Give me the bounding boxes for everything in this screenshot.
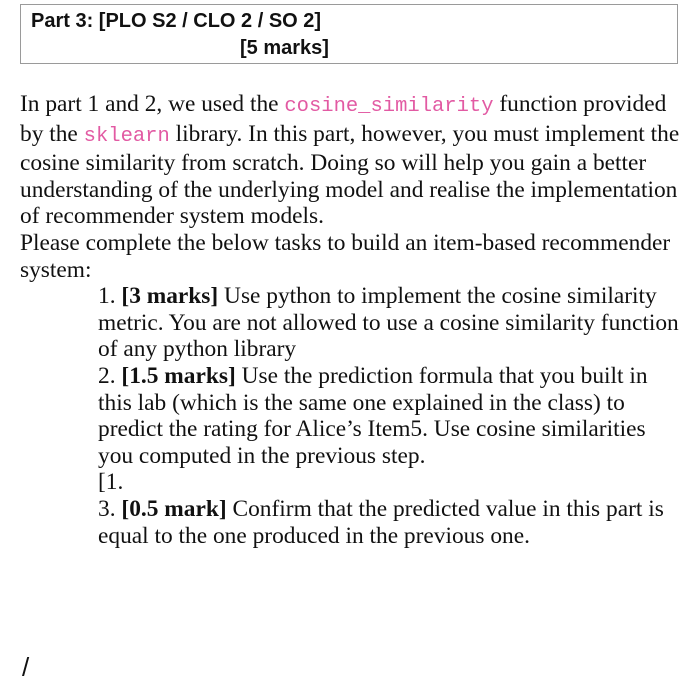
instructions-paragraph: Please complete the below tasks to build an item-based recommender system: [20,229,671,283]
task-marks: [0.5 mark] [121,495,227,522]
task-number: 1. [98,283,116,310]
task-marks: [3 marks] [121,283,219,310]
task-text: Use the prediction formula that you built in this lab (which is the same one explained in the class) to predict the rating for Alice’s Item5. Use cosine similarities you computed in the previous step. [98,362,648,469]
task-text: Confirm that the predicted value in this part is equal to the one produced in the previous one. [98,495,664,549]
part-marks: [5 marks] [240,37,329,59]
task-item-1 [98,283,685,363]
intro-text-1: In part 1 and 2, we used the [20,91,285,117]
task-item-2 [98,363,685,496]
intro-text-3: library. In this part, however, you must implement the cosine similarity from scratch. Doing so will help you gain a better understanding of the underlying model and realise the implementation of recommender system models. [20,120,680,230]
task-number: 3. [98,495,116,522]
task-item-3 [98,496,685,549]
question-body [20,91,685,549]
code-cosine-similarity: cosine_similarity [284,95,494,118]
task-text: Use python to implement the cosine similarity metric. You are not allowed to use a cosine similarity function of any python library [98,283,679,363]
task-number: 2. [98,362,116,389]
intro-text-2: function provided by the [20,91,667,147]
part-title: Part 3: [PLO S2 / CLO 2 / SO 2] [31,10,322,32]
intro-paragraph [20,91,685,230]
question-header-box [20,4,678,64]
task-trailing-fragment: [1. [98,469,124,496]
task-list [20,283,685,549]
code-sklearn: sklearn [83,124,170,148]
stray-slash-mark: / [22,652,30,682]
task-marks: [1.5 marks] [121,362,236,389]
